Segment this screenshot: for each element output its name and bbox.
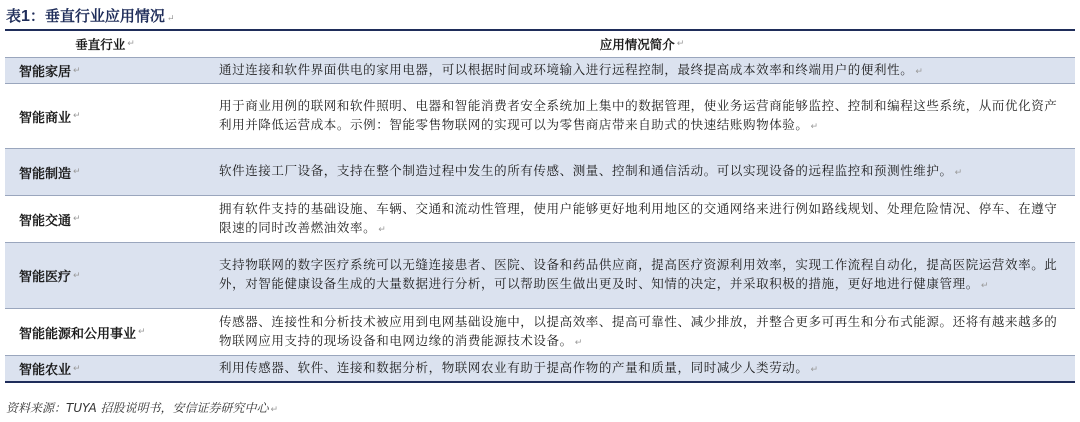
- paragraph-mark-icon: ↵: [166, 14, 175, 24]
- table-row: [5, 195, 1075, 242]
- industry-cell: 智能医疗 ↵: [19, 270, 81, 285]
- paragraph-mark-icon: ↵: [73, 214, 81, 224]
- description-cell: 支持物联网的数字医疗系统可以无缝连接患者、医院、设备和药品供应商，提高医疗资源利用效率，实现工作流程自动化，提高医院运营效率。此外，对智能健康设备生成的大量数据进行分析，可以帮助医生做出更及时、知情的决定，并采取积极的措施，更好地进行健康管理。 ↵: [219, 257, 1058, 291]
- description-cell: 软件连接工厂设备，支持在整个制造过程中发生的所有传感、测量、控制和通信活动。可以实现设备的远程监控和预测性维护。 ↵: [219, 163, 963, 178]
- source-note: 资料来源：TUYA 招股说明书，安信证券研究中心 ↵: [6, 401, 279, 415]
- paragraph-mark-icon: ↵: [915, 66, 924, 77]
- industry-table: [5, 29, 1075, 383]
- caption-text: ：垂直行业应用情况: [29, 7, 165, 25]
- industry-cell: 智能制造 ↵: [19, 166, 81, 182]
- paragraph-mark-icon: ↵: [810, 364, 819, 375]
- caption-number: 1: [21, 8, 30, 25]
- caption-prefix: 表: [6, 7, 22, 25]
- paragraph-mark-icon: ↵: [378, 224, 387, 235]
- description-cell: 用于商业用例的联网和软件照明、电器和智能消费者安全系统加上集中的数据管理，使业务运营商能够监控、控制和编程这些系统，从而优化资产利用并降低运营成本。示例：智能零售物联网的实现可以为零售商店带来自助式的快速结账购物体验。 ↵: [219, 97, 1058, 132]
- paragraph-mark-icon: ↵: [574, 337, 583, 348]
- table-row: [5, 242, 1075, 308]
- paragraph-mark-icon: ↵: [73, 167, 81, 177]
- paragraph-mark-icon: ↵: [270, 405, 279, 415]
- description-cell: 拥有软件支持的基础设施、车辆、交通和流动性管理，使用户能够更好地利用地区的交通网络来进行例如路线规划、处理危险情况、停车、在遵守限速的同时改善燃油效率。 ↵: [219, 200, 1058, 235]
- paragraph-mark-icon: ↵: [954, 168, 963, 178]
- industry-cell: 智能商业 ↵: [19, 110, 81, 126]
- paragraph-mark-icon: ↵: [980, 281, 989, 291]
- paragraph-mark-icon: ↵: [73, 363, 81, 374]
- description-cell: 利用传感器、软件、连接和数据分析，物联网农业有助于提高作物的产量和质量，同时减少人类劳动。 ↵: [219, 359, 819, 375]
- paragraph-mark-icon: ↵: [138, 327, 146, 337]
- header-description: 应用情况简介 ↵: [599, 36, 685, 52]
- paragraph-mark-icon: ↵: [810, 121, 819, 132]
- header-industry: 垂直行业 ↵: [75, 37, 135, 52]
- paragraph-mark-icon: ↵: [73, 270, 81, 281]
- paragraph-mark-icon: ↵: [73, 111, 81, 121]
- table-row: [5, 148, 1075, 195]
- table-caption: [6, 4, 174, 28]
- description-cell: 传感器、连接性和分析技术被应用到电网基础设施中，以提高效率、提高可靠性、减少排放，并整合更多可再生和分布式能源。还将有越来越多的物联网应用支持的现场设备和电网边缘的消费能源技术设备。 ↵: [219, 313, 1058, 348]
- table-row: [5, 355, 1075, 381]
- industry-cell: 智能交通 ↵: [19, 213, 81, 229]
- paragraph-mark-icon: ↵: [127, 39, 135, 49]
- paragraph-mark-icon: ↵: [676, 38, 685, 49]
- table-row: [5, 308, 1075, 355]
- industry-cell: 智能家居 ↵: [19, 65, 81, 80]
- table-row: [5, 57, 1075, 83]
- description-cell: 通过连接和软件界面供电的家用电器，可以根据时间或环境输入进行远程控制，最终提高成本效率和终端用户的便利性。 ↵: [219, 61, 924, 77]
- industry-cell: 智能农业 ↵: [19, 363, 81, 378]
- paragraph-mark-icon: ↵: [73, 65, 81, 76]
- table-header-row: [5, 31, 1075, 57]
- industry-cell: 智能能源和公用事业 ↵: [19, 326, 146, 342]
- table-row: [5, 83, 1075, 148]
